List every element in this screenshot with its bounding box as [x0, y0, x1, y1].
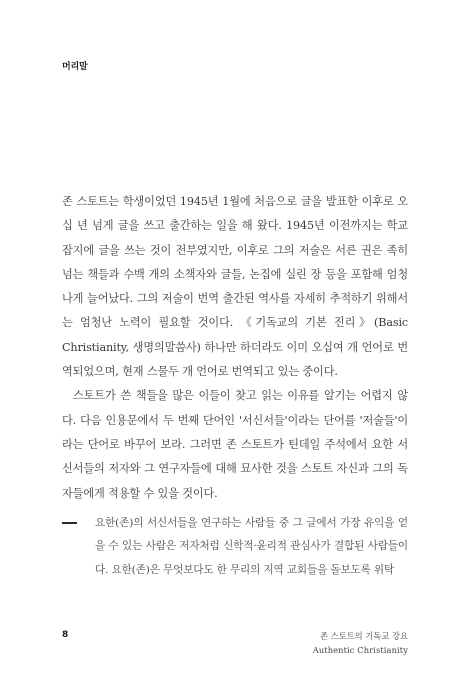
body-text — [62, 190, 408, 506]
footer-book-title-korean: 존 스토트의 기독교 강요 — [319, 631, 408, 641]
body-paragraph-2: 스토트가 쓴 책들을 많은 이들이 찾고 읽는 이유를 알기는 어렵지 않다. 다음 인용문에서 두 번째 단어인 '서신서들'이라는 단어를 '저술들'이라는 단어로 바꾸어 보라. 그러면 존 스토트가 틴데일 주석에서 요한 서신서들의 저자와 그 연구자들에 대해 묘사한 것을 스토트 자신과 그의 독자들에게 적용할 수 있을 것이다. — [62, 389, 408, 500]
section-label: 머리말 — [62, 62, 88, 72]
quote-dash-mark — [62, 522, 77, 524]
running-footer — [313, 629, 408, 657]
quote-text: 요한(존)의 서신서들을 연구하는 사람들 중 그 글에서 가장 유익을 얻을 수 있는 사람은 저자처럼 신학적·윤리적 관심사가 결합된 사람들이다. 요한(존)은 무엇보다도 한 무리의 지역 교회들을 돌보도록 위탁 — [95, 517, 408, 576]
footer-book-title-english: Authentic Christianity — [312, 645, 408, 655]
page-number: 8 — [62, 630, 69, 640]
body-paragraph-1: 존 스토트는 학생이었던 1945년 1월에 처음으로 글을 발표한 이후로 오십 년 넘게 글을 쓰고 출간하는 일을 해 왔다. 1945년 이전까지는 학교 잡지에 글을 쓰는 것이 전부였지만, 이후로 그의 저술은 서른 권은 족히 넘는 책들과 수백 개의 소책자와 글들, 논집에 실린 장 등을 포함해 엄청나게 늘어났다. 그의 저술이 번역 출간된 역사를 자세히 추적하기 위해서는 엄청난 노력이 필요할 것이다. 《기독교의 기본 진리》(Basic Christianity, 생명의말씀사) 하나만 하더라도 이미 오십여 개 언어로 번역되었으며, 현재 스물두 개 언어로 번역되고 있는 중이다. — [62, 195, 408, 379]
block-quote — [62, 512, 408, 582]
